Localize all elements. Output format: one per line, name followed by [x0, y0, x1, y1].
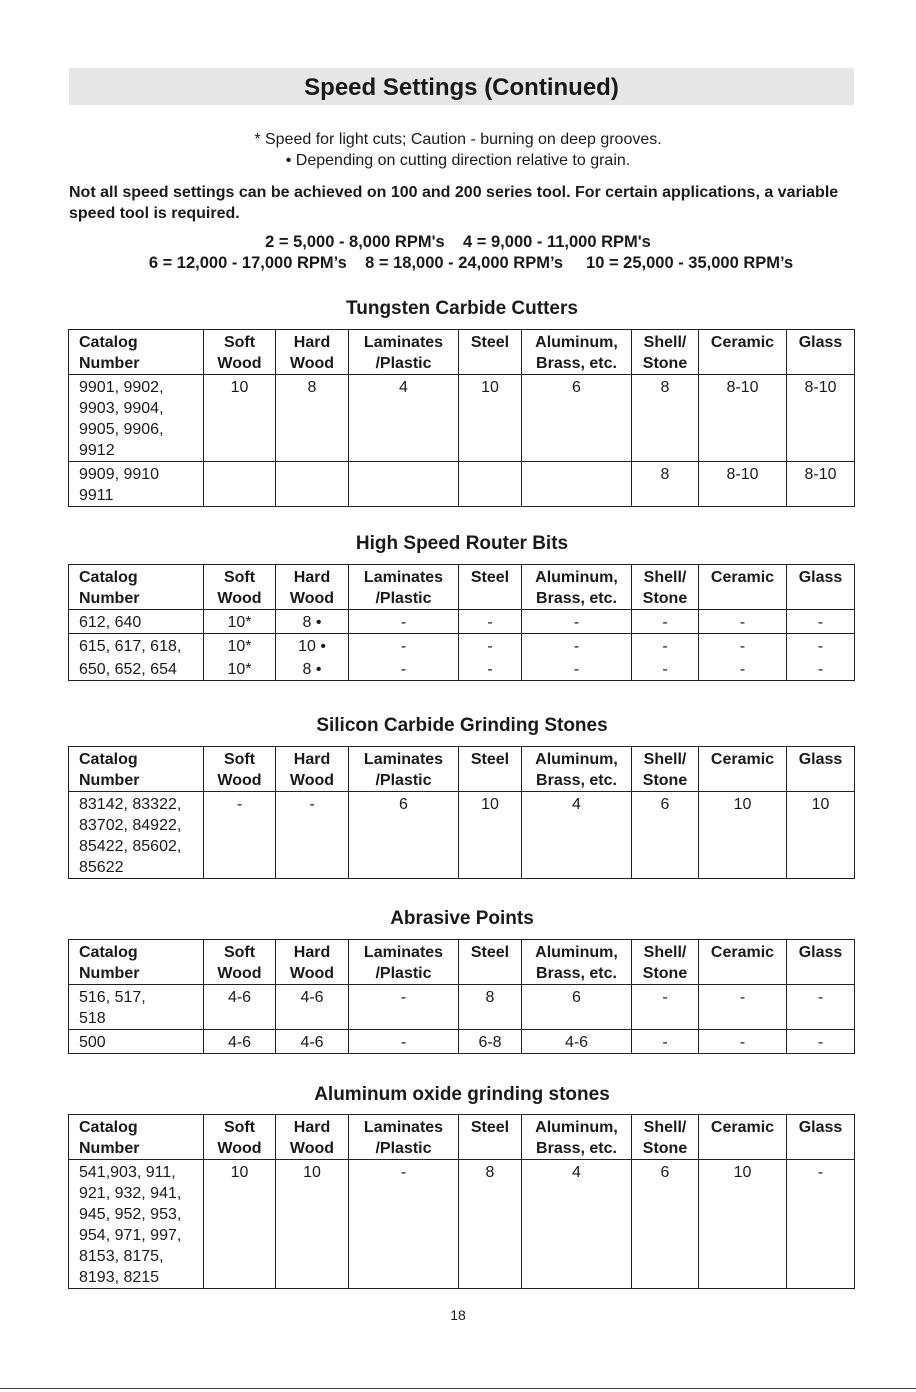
- cell-glass: -: [787, 657, 855, 681]
- cell-ceramic: -: [699, 1030, 787, 1054]
- cell-soft: 10*: [204, 657, 276, 681]
- cell-laminates: -: [349, 985, 459, 1030]
- cell-steel: [459, 462, 522, 507]
- column-header-hard: Hard Wood: [276, 565, 349, 610]
- cell-aluminum: -: [522, 657, 632, 681]
- column-header-soft: Soft Wood: [204, 1115, 276, 1160]
- speed-table: [68, 329, 855, 507]
- cell-soft: [204, 462, 276, 507]
- column-header-hard: Hard Wood: [276, 747, 349, 792]
- cell-hard: 10: [276, 1160, 349, 1289]
- rpm-legend-line-1: 2 = 5,000 - 8,000 RPM's 4 = 9,000 - 11,000 RPM's: [265, 233, 651, 251]
- cell-ceramic: -: [699, 610, 787, 634]
- cell-soft: 10: [204, 1160, 276, 1289]
- cell-shell: -: [632, 1030, 699, 1054]
- cell-aluminum: -: [522, 610, 632, 634]
- cell-catalog: 541,903, 911, 921, 932, 941, 945, 952, 953, 954, 971, 997, 8153, 8175, 8193, 8215: [69, 1160, 204, 1289]
- cell-laminates: [349, 462, 459, 507]
- column-header-hard: Hard Wood: [276, 1115, 349, 1160]
- table-header-row: [69, 565, 855, 610]
- cell-hard: [276, 462, 349, 507]
- cell-soft: 10: [204, 375, 276, 462]
- column-header-catalog: Catalog Number: [69, 1115, 204, 1160]
- cell-shell: -: [632, 634, 699, 658]
- cell-soft: 10*: [204, 634, 276, 658]
- cell-aluminum: 6: [522, 985, 632, 1030]
- cell-aluminum: 6: [522, 375, 632, 462]
- cell-glass: -: [787, 1030, 855, 1054]
- column-header-laminates: Laminates /Plastic: [349, 565, 459, 610]
- cell-laminates: -: [349, 634, 459, 658]
- column-header-aluminum: Aluminum, Brass, etc.: [522, 747, 632, 792]
- column-header-glass: Glass: [787, 330, 855, 375]
- column-header-steel: Steel: [459, 330, 522, 375]
- page-title: Speed Settings (Continued): [69, 68, 854, 105]
- cell-glass: -: [787, 634, 855, 658]
- cell-hard: 4-6: [276, 985, 349, 1030]
- cell-catalog: 500: [69, 1030, 204, 1054]
- column-header-soft: Soft Wood: [204, 940, 276, 985]
- column-header-shell: Shell/ Stone: [632, 330, 699, 375]
- cell-glass: -: [787, 1160, 855, 1289]
- cell-steel: 10: [459, 792, 522, 879]
- cell-hard: 10 •: [276, 634, 349, 658]
- column-header-aluminum: Aluminum, Brass, etc.: [522, 1115, 632, 1160]
- column-header-glass: Glass: [787, 747, 855, 792]
- section-title: Tungsten Carbide Cutters: [346, 298, 578, 319]
- cell-hard: 8 •: [276, 657, 349, 681]
- cell-laminates: 4: [349, 375, 459, 462]
- cell-steel: -: [459, 610, 522, 634]
- cell-shell: -: [632, 985, 699, 1030]
- column-header-steel: Steel: [459, 565, 522, 610]
- speed-table: [68, 564, 855, 681]
- column-header-ceramic: Ceramic: [699, 940, 787, 985]
- cell-ceramic: 10: [699, 1160, 787, 1289]
- cell-shell: -: [632, 657, 699, 681]
- speed-warning: Not all speed settings can be achieved on 100 and 200 series tool. For certain applications, a variable speed tool is required.: [69, 184, 839, 222]
- table-header-row: [69, 747, 855, 792]
- section-title: Abrasive Points: [390, 908, 534, 929]
- column-header-shell: Shell/ Stone: [632, 565, 699, 610]
- column-header-aluminum: Aluminum, Brass, etc.: [522, 940, 632, 985]
- cell-shell: 8: [632, 375, 699, 462]
- cell-aluminum: 4-6: [522, 1030, 632, 1054]
- column-header-soft: Soft Wood: [204, 330, 276, 375]
- column-header-hard: Hard Wood: [276, 940, 349, 985]
- column-header-ceramic: Ceramic: [699, 1115, 787, 1160]
- cell-glass: 8-10: [787, 375, 855, 462]
- cell-hard: -: [276, 792, 349, 879]
- column-header-aluminum: Aluminum, Brass, etc.: [522, 330, 632, 375]
- cell-laminates: -: [349, 1030, 459, 1054]
- column-header-ceramic: Ceramic: [699, 747, 787, 792]
- cell-soft: 10*: [204, 610, 276, 634]
- cell-laminates: -: [349, 1160, 459, 1289]
- speed-table: [68, 939, 855, 1054]
- column-header-steel: Steel: [459, 1115, 522, 1160]
- cell-shell: 6: [632, 1160, 699, 1289]
- cell-aluminum: 4: [522, 1160, 632, 1289]
- cell-hard: 8 •: [276, 610, 349, 634]
- cell-shell: -: [632, 610, 699, 634]
- cell-steel: -: [459, 634, 522, 658]
- cell-catalog: 9909, 9910 9911: [69, 462, 204, 507]
- page-number: 18: [450, 1307, 466, 1323]
- bottom-rule: [0, 1388, 916, 1389]
- cell-hard: 8: [276, 375, 349, 462]
- column-header-aluminum: Aluminum, Brass, etc.: [522, 565, 632, 610]
- bullet-note: • Depending on cutting direction relative to grain.: [285, 152, 631, 169]
- column-header-ceramic: Ceramic: [699, 565, 787, 610]
- cell-soft: -: [204, 792, 276, 879]
- cell-shell: 6: [632, 792, 699, 879]
- cell-steel: 6-8: [459, 1030, 522, 1054]
- speed-table: [68, 746, 855, 879]
- cell-steel: 10: [459, 375, 522, 462]
- table-header-row: [69, 330, 855, 375]
- cell-ceramic: 10: [699, 792, 787, 879]
- cell-ceramic: -: [699, 657, 787, 681]
- column-header-steel: Steel: [459, 940, 522, 985]
- cell-laminates: 6: [349, 792, 459, 879]
- column-header-catalog: Catalog Number: [69, 565, 204, 610]
- section-title: High Speed Router Bits: [355, 533, 569, 554]
- column-header-laminates: Laminates /Plastic: [349, 1115, 459, 1160]
- cell-shell: 8: [632, 462, 699, 507]
- cell-ceramic: -: [699, 634, 787, 658]
- column-header-soft: Soft Wood: [204, 565, 276, 610]
- column-header-glass: Glass: [787, 565, 855, 610]
- cell-soft: 4-6: [204, 1030, 276, 1054]
- table-row: [69, 657, 855, 681]
- table-row: [69, 462, 855, 507]
- speed-table: [68, 1114, 855, 1289]
- table-row: [69, 1030, 855, 1054]
- cell-soft: 4-6: [204, 985, 276, 1030]
- cell-steel: -: [459, 657, 522, 681]
- cell-catalog: 83142, 83322, 83702, 84922, 85422, 85602, 85622: [69, 792, 204, 879]
- table-row: [69, 1160, 855, 1289]
- cell-glass: 10: [787, 792, 855, 879]
- table-row: [69, 610, 855, 634]
- cell-catalog: 615, 617, 618,: [69, 634, 204, 658]
- table-row: [69, 792, 855, 879]
- column-header-soft: Soft Wood: [204, 747, 276, 792]
- table-header-row: [69, 940, 855, 985]
- table-header-row: [69, 1115, 855, 1160]
- column-header-catalog: Catalog Number: [69, 330, 204, 375]
- column-header-laminates: Laminates /Plastic: [349, 940, 459, 985]
- column-header-catalog: Catalog Number: [69, 940, 204, 985]
- column-header-laminates: Laminates /Plastic: [349, 330, 459, 375]
- column-header-shell: Shell/ Stone: [632, 940, 699, 985]
- asterisk-note: * Speed for light cuts; Caution - burning on deep grooves.: [254, 131, 662, 148]
- cell-catalog: 650, 652, 654: [69, 657, 204, 681]
- section-title: Silicon Carbide Grinding Stones: [316, 715, 608, 736]
- cell-glass: 8-10: [787, 462, 855, 507]
- column-header-catalog: Catalog Number: [69, 747, 204, 792]
- rpm-legend-line-2: 6 = 12,000 - 17,000 RPM’s 8 = 18,000 - 24,000 RPM’s 10 = 25,000 - 35,000 RPM’s: [148, 254, 794, 272]
- column-header-steel: Steel: [459, 747, 522, 792]
- cell-ceramic: 8-10: [699, 462, 787, 507]
- column-header-shell: Shell/ Stone: [632, 1115, 699, 1160]
- cell-aluminum: -: [522, 634, 632, 658]
- cell-laminates: -: [349, 657, 459, 681]
- column-header-laminates: Laminates /Plastic: [349, 747, 459, 792]
- table-row: [69, 634, 855, 658]
- cell-glass: -: [787, 985, 855, 1030]
- cell-glass: -: [787, 610, 855, 634]
- column-header-glass: Glass: [787, 1115, 855, 1160]
- section-title: Aluminum oxide grinding stones: [314, 1084, 610, 1105]
- cell-catalog: 612, 640: [69, 610, 204, 634]
- cell-laminates: -: [349, 610, 459, 634]
- column-header-shell: Shell/ Stone: [632, 747, 699, 792]
- cell-catalog: 516, 517, 518: [69, 985, 204, 1030]
- cell-steel: 8: [459, 985, 522, 1030]
- cell-ceramic: 8-10: [699, 375, 787, 462]
- cell-hard: 4-6: [276, 1030, 349, 1054]
- column-header-glass: Glass: [787, 940, 855, 985]
- cell-steel: 8: [459, 1160, 522, 1289]
- column-header-hard: Hard Wood: [276, 330, 349, 375]
- column-header-ceramic: Ceramic: [699, 330, 787, 375]
- table-row: [69, 375, 855, 462]
- cell-aluminum: [522, 462, 632, 507]
- cell-ceramic: -: [699, 985, 787, 1030]
- table-row: [69, 985, 855, 1030]
- cell-aluminum: 4: [522, 792, 632, 879]
- cell-catalog: 9901, 9902, 9903, 9904, 9905, 9906, 9912: [69, 375, 204, 462]
